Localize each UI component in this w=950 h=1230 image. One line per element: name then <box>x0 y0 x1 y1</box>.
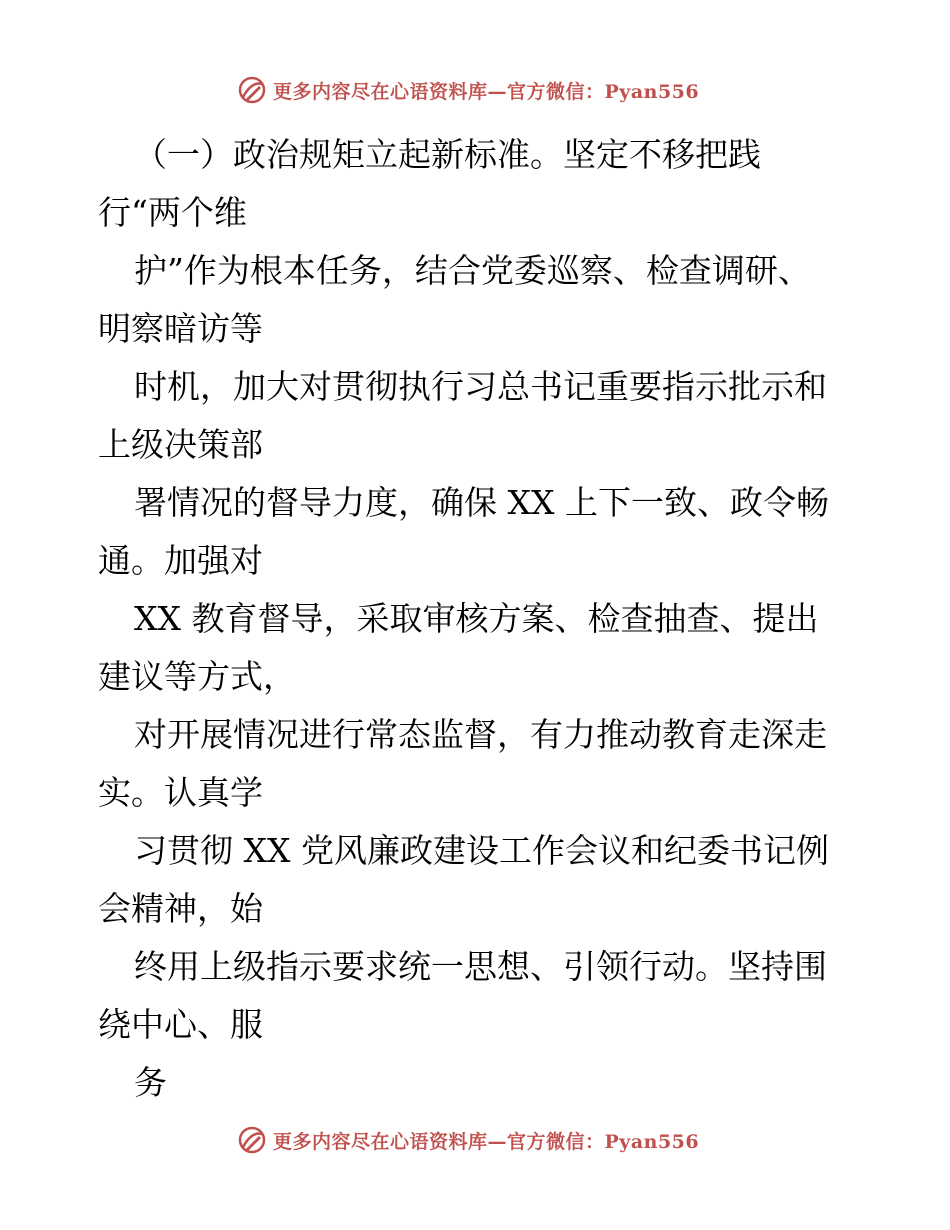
text-line: 实。认真学 <box>98 773 263 812</box>
text-line: 习贯彻 XX 党风廉政建设工作会议和纪委书记例 <box>134 831 829 870</box>
text-line: 通。加强对 <box>98 541 263 580</box>
text-line: 会精神，始 <box>98 889 263 928</box>
watermark-text: 更多内容尽在心语资料库—官方微信：Pyan556 <box>273 80 700 103</box>
pen-logo-icon <box>237 1125 267 1155</box>
text-line: 署情况的督导力度，确保 XX 上下一致、政令畅 <box>134 483 829 522</box>
header-watermark <box>237 72 699 108</box>
text-line: 明察暗访等 <box>98 309 263 348</box>
text-line: 行“两个维 <box>98 193 247 232</box>
text-line: 对开展情况进行常态监督，有力推动教育走深走 <box>134 715 827 754</box>
text-line: 务 <box>134 1063 167 1102</box>
text-line: XX 教育督导，采取审核方案、检查抽查、提出 <box>134 599 819 638</box>
text-line: 时机，加大对贯彻执行习总书记重要指示批示和 <box>134 367 827 406</box>
text-line: 上级决策部 <box>98 425 263 464</box>
watermark-text: 更多内容尽在心语资料库—官方微信：Pyan556 <box>273 1130 700 1153</box>
footer-watermark <box>237 1122 699 1158</box>
text-line: 护”作为根本任务，结合党委巡察、检查调研、 <box>134 251 811 290</box>
text-line: （一）政治规矩立起新标准。坚定不移把践 <box>134 135 761 174</box>
body-text <box>98 126 858 1112</box>
pen-logo-icon <box>237 75 267 105</box>
text-line: 终用上级指示要求统一思想、引领行动。坚持围 <box>134 947 827 986</box>
text-line: 绕中心、服 <box>98 1005 263 1044</box>
text-line: 建议等方式， <box>98 657 296 696</box>
